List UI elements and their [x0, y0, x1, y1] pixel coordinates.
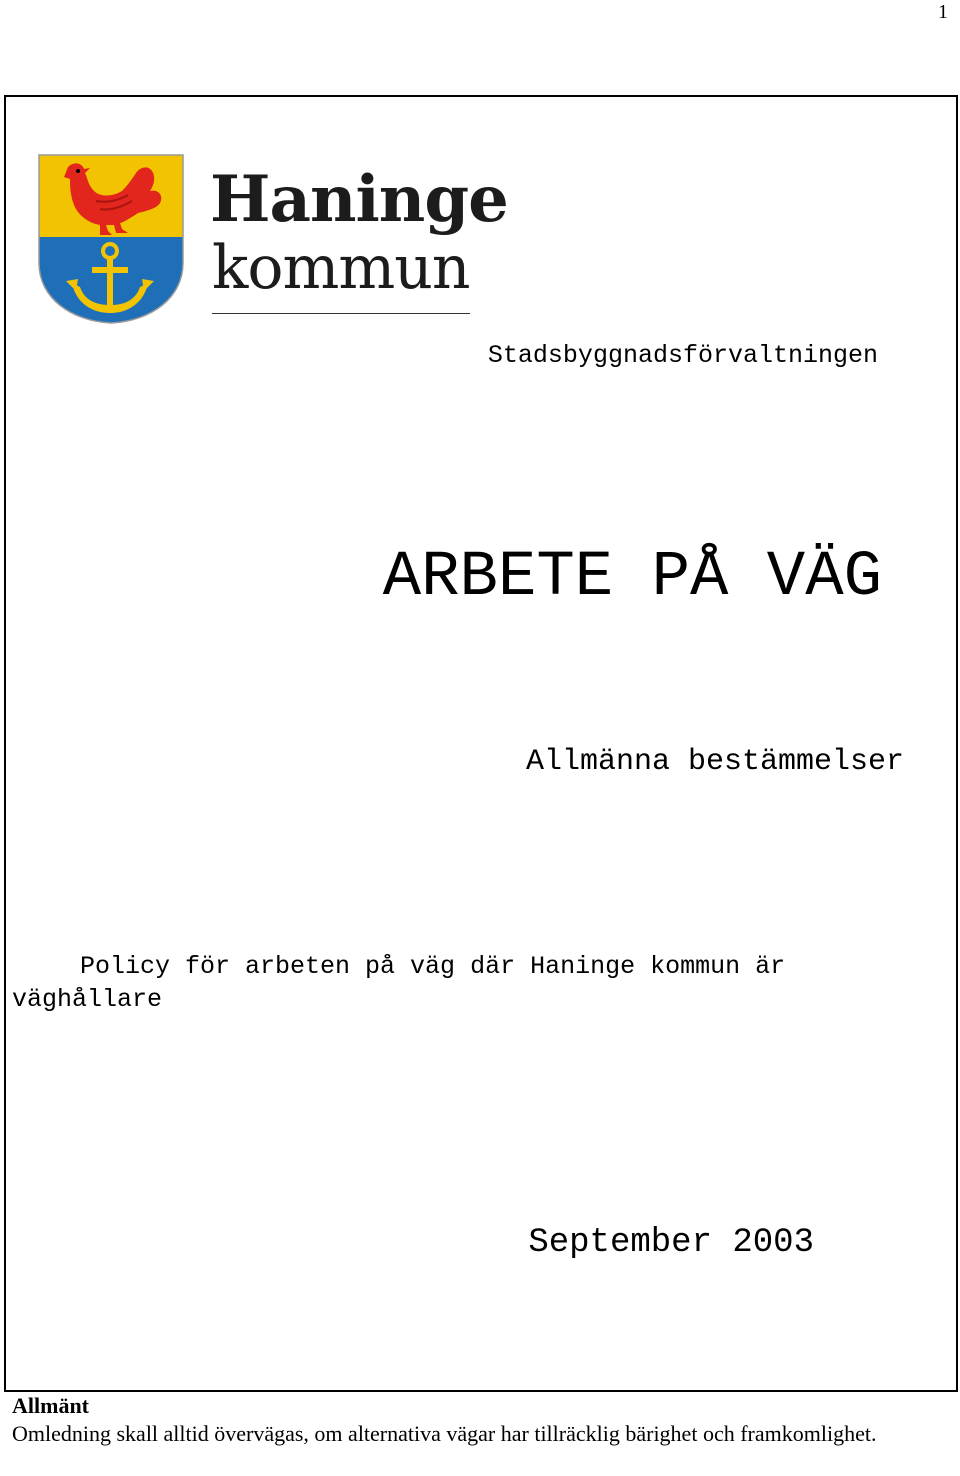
- document-title: ARBETE PÅ VÄG: [382, 542, 882, 614]
- logo-underline: [212, 313, 470, 314]
- coat-of-arms-icon: [36, 153, 186, 325]
- department-name: Stadsbyggnadsförvaltningen: [487, 341, 878, 370]
- section-heading: Allmänt: [12, 1393, 89, 1418]
- policy-description: Policy för arbeten på väg där Haninge kommun är väghållare: [12, 952, 786, 1014]
- logo-wordmark-line2: kommun: [212, 233, 470, 303]
- section-body: Omledning skall alltid övervägas, om alternativa vägar har tillräcklig bärighet och framkomlighet.: [12, 1421, 877, 1446]
- logo-wordmark-line1: Haninge: [210, 162, 508, 237]
- general-section: [12, 1392, 952, 1448]
- document-date: September 2003: [528, 1224, 814, 1262]
- page-number: 1: [938, 1, 948, 23]
- document-subtitle: Allmänna bestämmelser: [525, 745, 904, 779]
